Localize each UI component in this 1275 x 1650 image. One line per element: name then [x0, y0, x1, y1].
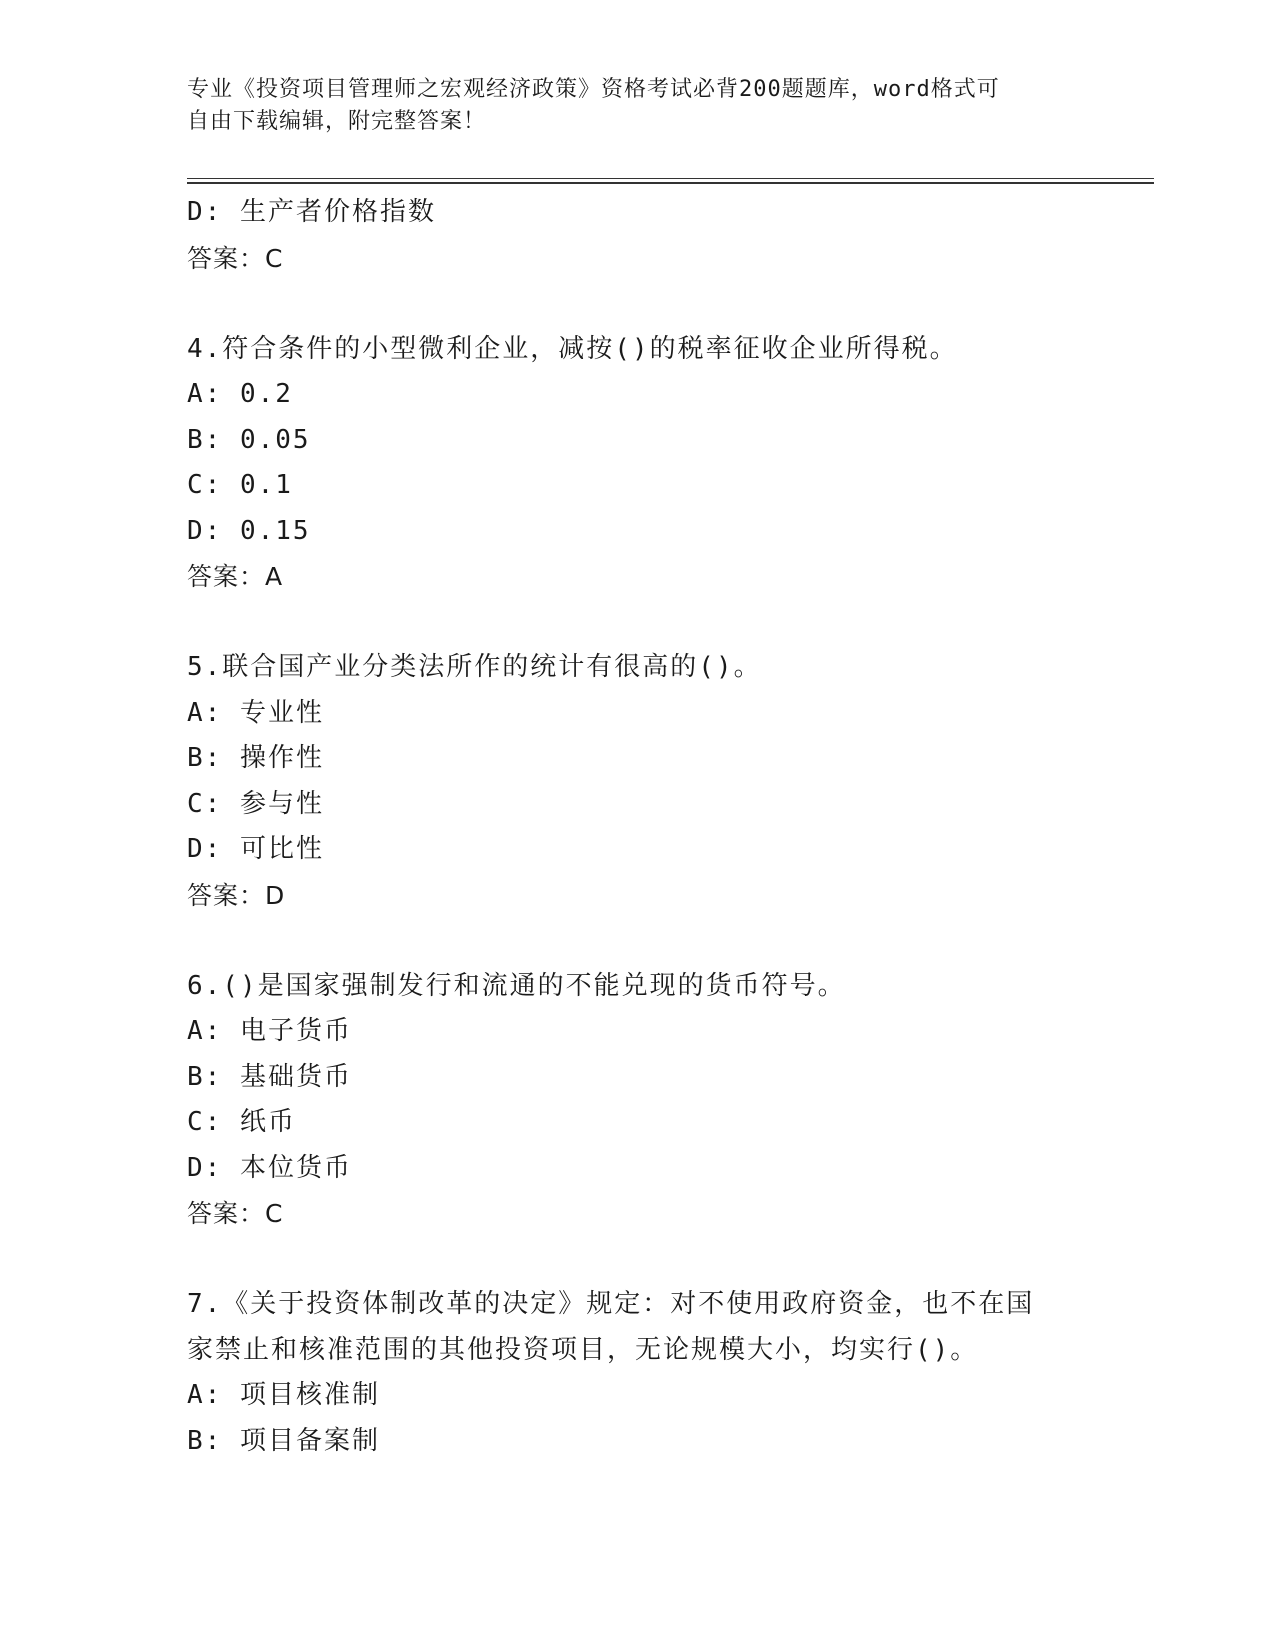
- option-b: B: 操作性: [187, 743, 324, 773]
- option-a: A: 项目核准制: [187, 1380, 380, 1410]
- option-c: C: 0.1: [187, 470, 293, 500]
- answer-line: 答案：C: [187, 1199, 284, 1228]
- option-d: D: 本位货币: [187, 1152, 352, 1183]
- question-5: [187, 645, 1147, 918]
- question-4: [187, 327, 1147, 600]
- header-rule-thin: [187, 178, 1154, 179]
- option-b: B: 0.05: [187, 424, 311, 455]
- question-text: 6.()是国家强制发行和流通的不能兑现的货币符号。: [187, 970, 846, 1001]
- question-6: [187, 964, 1147, 1237]
- document-header: [187, 74, 1087, 138]
- header-line-1: 专业《投资项目管理师之宏观经济政策》资格考试必背200题题库，word格式可: [187, 77, 1000, 102]
- option-b: B: 基础货币: [187, 1061, 352, 1092]
- option-b: B: 项目备案制: [187, 1425, 380, 1456]
- question-7: [187, 1282, 1147, 1464]
- option-d: D: 生产者价格指数: [187, 197, 436, 227]
- question-text-line-1: 7.《关于投资体制改革的决定》规定：对不使用政府资金，也不在国: [187, 1289, 1035, 1319]
- question-text-line-2: 家禁止和核准范围的其他投资项目，无论规模大小，均实行()。: [187, 1334, 979, 1365]
- option-d: D: 0.15: [187, 515, 311, 546]
- option-a: A: 电子货币: [187, 1016, 352, 1046]
- answer-line: 答案：D: [187, 880, 286, 910]
- option-c: C: 纸币: [187, 1107, 296, 1137]
- header-line-2: 自由下载编辑，附完整答案！: [187, 109, 487, 134]
- option-a: A: 专业性: [187, 697, 324, 728]
- answer-line: 答案：A: [187, 562, 284, 591]
- answer-line: 答案：C: [187, 243, 284, 273]
- header-rule-thick: [187, 182, 1154, 184]
- question-text: 4.符合条件的小型微利企业，减按()的税率征收企业所得税。: [187, 333, 958, 364]
- option-c: C: 参与性: [187, 788, 324, 819]
- option-d: D: 可比性: [187, 834, 324, 864]
- option-a: A: 0.2: [187, 379, 293, 409]
- question-text: 5.联合国产业分类法所作的统计有很高的()。: [187, 652, 762, 682]
- question-list: [187, 190, 1147, 1464]
